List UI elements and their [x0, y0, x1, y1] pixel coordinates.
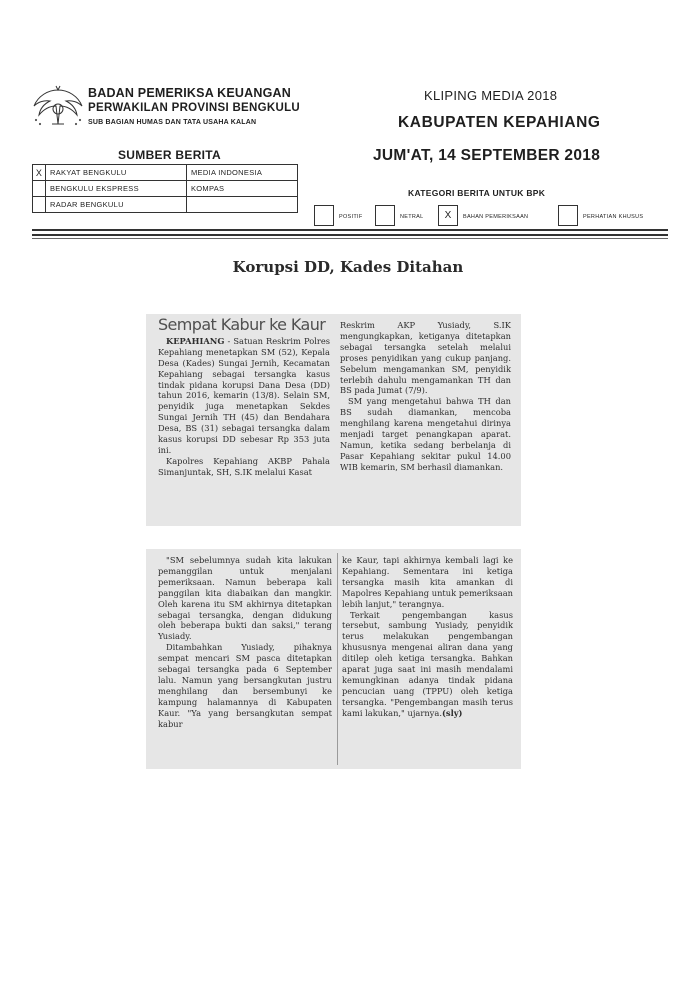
paragraph: SM yang mengetahui bahwa TH dan BS sudah diamankan, mencoba menghilang karena mengetahui dirinya menjadi target penangkapan aparat. Namun, ketika sedang berbelanja di Pasar Kepahiang sekitar pukul 14.00 WIB kemarin, SM berhasil diamankan. [340, 396, 511, 472]
sumber-table [32, 164, 298, 213]
sumber-row [33, 181, 298, 197]
divider [32, 229, 668, 231]
paragraph: Kapolres Kepahiang AKBP Pahala Simanjuntak, SH, S.IK melalui Kasat [158, 455, 330, 477]
sumber-source: BENGKULU EKSPRESS [46, 181, 187, 197]
region-title: KABUPATEN KEPAHIANG [398, 114, 601, 131]
kategori-label-netral: NETRAL [400, 214, 424, 220]
paragraph: Reskrim AKP Yusiady, S.IK mengungkapkan, ketiganya ditetapkan sebagai tersangka setelah melalui proses penyidikan yang cukup panjang. Sebelum mengamankan SM, penyidik terlebih dahulu mengamankan TH dan BS pada Jumat (7/9). [340, 320, 511, 396]
author-signoff: (sly) [441, 707, 463, 718]
dateline: KEPAHIANG [166, 335, 225, 346]
article-subheading: Sempat Kabur ke Kaur [158, 315, 326, 334]
kategori-checkbox-netral [375, 205, 395, 226]
clip1-column-left [158, 315, 330, 478]
paragraph: Ditambahkan Yusiady, pihaknya sempat mencari SM pasca ditetapkan sebagai tersangka pada 6 September lalu. Namun yang bersangkutan justru menghilang dan bersembunyi ke kampung halamannya di Kabupaten Kaur. "Ya yang bersangkutan sempat kabur [158, 642, 332, 729]
sumber-source [187, 197, 298, 213]
divider [32, 238, 668, 239]
column-divider [337, 553, 338, 765]
article-headline: Korupsi DD, Kades Ditahan [232, 258, 464, 276]
clip2-column-right [342, 555, 513, 719]
news-clipping-1 [146, 314, 521, 526]
kategori-label-bahan-pemeriksaan: BAHAN PEMERIKSAAN [463, 214, 529, 220]
kategori-checkbox-positif [314, 205, 334, 226]
kategori-checkbox-bahan-pemeriksaan: X [438, 205, 458, 226]
sumber-source: RAKYAT BENGKULU [46, 165, 187, 181]
kategori-title: KATEGORI BERITA UNTUK BPK [408, 188, 546, 198]
paragraph: ke Kaur, tapi akhirnya kembali lagi ke Kepahiang. Sementara ini ketiga tersangka masih kita amankan di Mapolres Kepahiang untuk pemeriksaan lebih lanjut," terangnya. [342, 555, 513, 609]
kategori-label-positif: POSITIF [339, 214, 363, 220]
clip2-column-left [158, 555, 332, 730]
date-title: JUM'AT, 14 SEPTEMBER 2018 [373, 147, 601, 164]
sumber-checkbox [33, 181, 46, 197]
kliping-title: KLIPING MEDIA 2018 [424, 88, 558, 103]
sumber-checkbox: X [33, 165, 46, 181]
sumber-source: KOMPAS [187, 181, 298, 197]
news-clipping-2 [146, 549, 521, 769]
paragraph: Terkait pengembangan kasus tersebut, sambung Yusiady, penyidik terus melakukan pengembangan khususnya mengenai aliran dana yang ditilep oleh ketiga tersangka. Bahkan aparat juga saat ini masih mendalami kemungkinan adanya tindak pidana pencucian uang (TPPU) oleh ketiga tersangka. "Pengembangan masih terus kami lakukan," ujarnya. [342, 609, 513, 718]
sumber-source: RADAR BENGKULU [46, 197, 187, 213]
sumber-source: MEDIA INDONESIA [187, 165, 298, 181]
divider [32, 234, 668, 236]
org-branch: PERWAKILAN PROVINSI BENGKULU [88, 102, 301, 114]
kategori-checkbox-perhatian-khusus [558, 205, 578, 226]
sumber-checkbox [33, 197, 46, 213]
paragraph: "SM sebelumnya sudah kita lakukan pemanggilan untuk menjalani pemeriksaan. Namun beberapa kali panggilan kita diabaikan dan mangkir. Oleh karena itu SM akhirnya ditetapkan sebagai tersangka, dengan didukung oleh beberapa bukti dan saksi," terang Yusiady. [158, 555, 332, 642]
sumber-row [33, 197, 298, 213]
sumber-title: SUMBER BERITA [118, 148, 222, 162]
sumber-row [33, 165, 298, 181]
org-subdivision: SUB BAGIAN HUMAS DAN TATA USAHA KALAN [88, 119, 257, 126]
org-name: BADAN PEMERIKSA KEUANGAN [88, 86, 291, 100]
bpk-garuda-logo [30, 84, 86, 130]
kategori-label-perhatian-khusus: PERHATIAN KHUSUS [583, 214, 644, 220]
clip1-column-right [340, 320, 511, 473]
paragraph: - Satuan Reskrim Polres Kepahiang menetapkan SM (52), Kepala Desa (Kades) Sungai Jernih, Kecamatan Kepahiang sebagai tersangka kasus tindak pidana korupsi Dana Desa (DD) tahun 2016, kemarin (13/8). Selain SM, penyidik juga menetapkan Sekdes Sungai Jernih TH (45) dan Bendahara Desa, BS (31) sebagai tersangka dalam kasus korupsi DD sebesar Rp 353 juta ini. [158, 335, 330, 455]
